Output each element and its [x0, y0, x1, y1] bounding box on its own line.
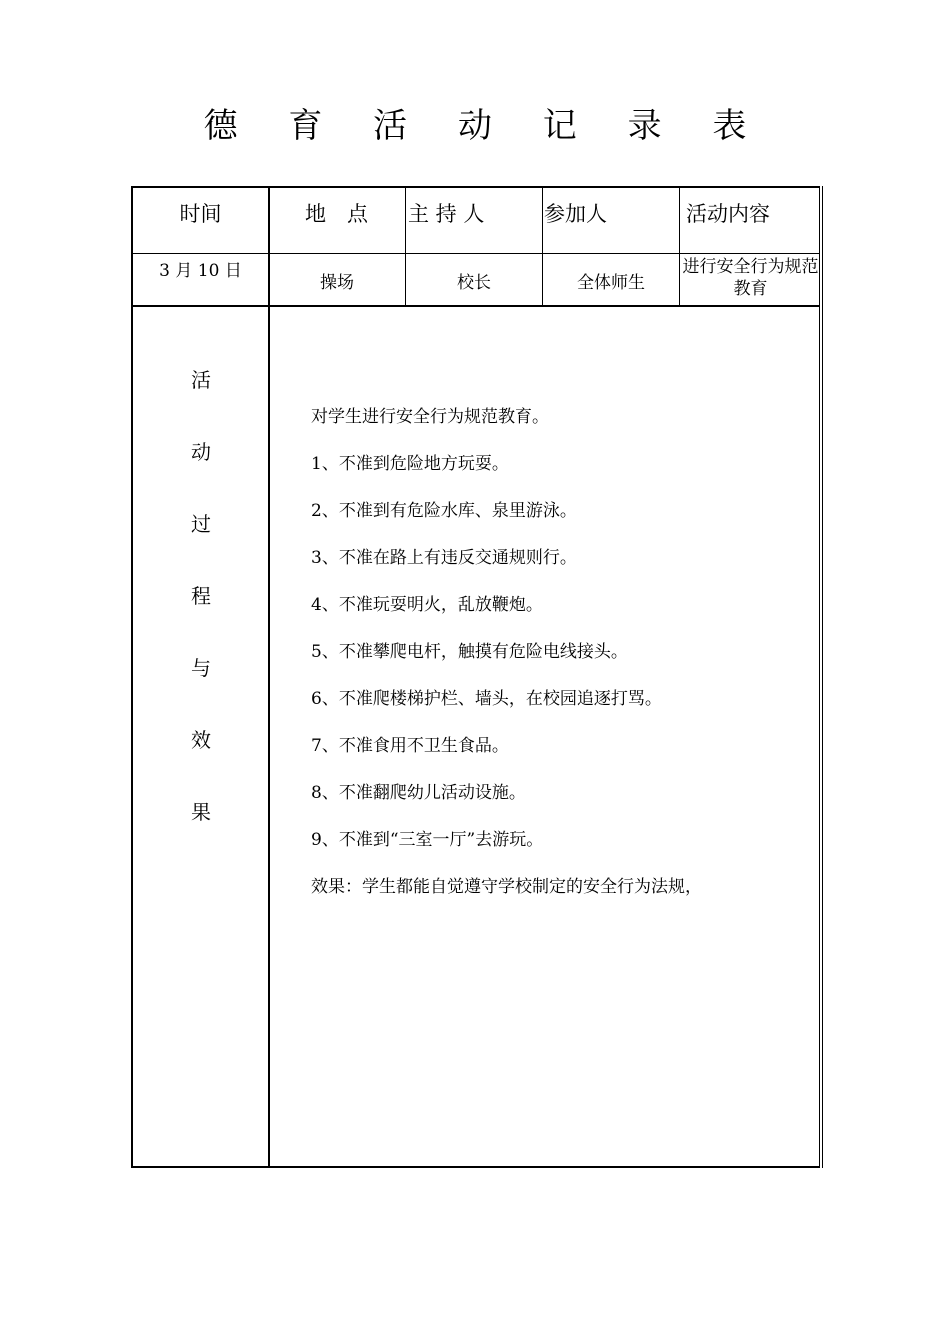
- header-time: 时间: [179, 202, 222, 226]
- side-label-char: 程: [191, 584, 211, 608]
- body-line: 9、不准到“三室一厅”去游玩。: [311, 830, 544, 850]
- row-time: 3 月 10 日: [159, 261, 242, 281]
- body-line: 7、不准食用不卫生食品。: [311, 736, 509, 756]
- header-host: 主 持 人: [408, 202, 485, 226]
- side-label-char: 过: [191, 512, 211, 536]
- header-place: 地 点: [305, 202, 368, 226]
- side-label-char: 活: [191, 368, 211, 392]
- body-line: 4、不准玩耍明火，乱放鞭炮。: [311, 595, 543, 615]
- header-participants: 参加人: [544, 202, 607, 226]
- activity-record-table: [131, 186, 820, 1168]
- side-label-char: 果: [191, 800, 211, 824]
- row-content: 进行安全行为规范教育: [682, 257, 819, 299]
- body-line: 3、不准在路上有违反交通规则行。: [311, 548, 577, 568]
- body-line: 6、不准爬楼梯护栏、墙头，在校园追逐打骂。: [311, 689, 662, 709]
- row-divider: [133, 305, 820, 307]
- body-line: 8、不准翻爬幼儿活动设施。: [311, 783, 526, 803]
- header-content: 活动内容: [686, 202, 770, 226]
- body-line: 效果：学生都能自觉遵守学校制定的安全行为法规，: [311, 877, 702, 897]
- row-place: 操场: [320, 273, 354, 293]
- side-label-char: 与: [191, 656, 211, 680]
- page-title: 德 育 活 动 记 录 表: [203, 106, 767, 146]
- row-host: 校长: [457, 273, 491, 293]
- side-label-char: 效: [191, 728, 211, 752]
- row-divider: [133, 253, 820, 254]
- body-line: 5、不准攀爬电杆，触摸有危险电线接头。: [311, 642, 628, 662]
- column-divider: [679, 188, 680, 305]
- body-line: 2、不准到有危险水库、泉里游泳。: [311, 501, 577, 521]
- body-line: 1、不准到危险地方玩耍。: [311, 454, 509, 474]
- body-line: 对学生进行安全行为规范教育。: [311, 407, 549, 427]
- side-label-char: 动: [191, 440, 211, 464]
- row-participants: 全体师生: [577, 273, 645, 293]
